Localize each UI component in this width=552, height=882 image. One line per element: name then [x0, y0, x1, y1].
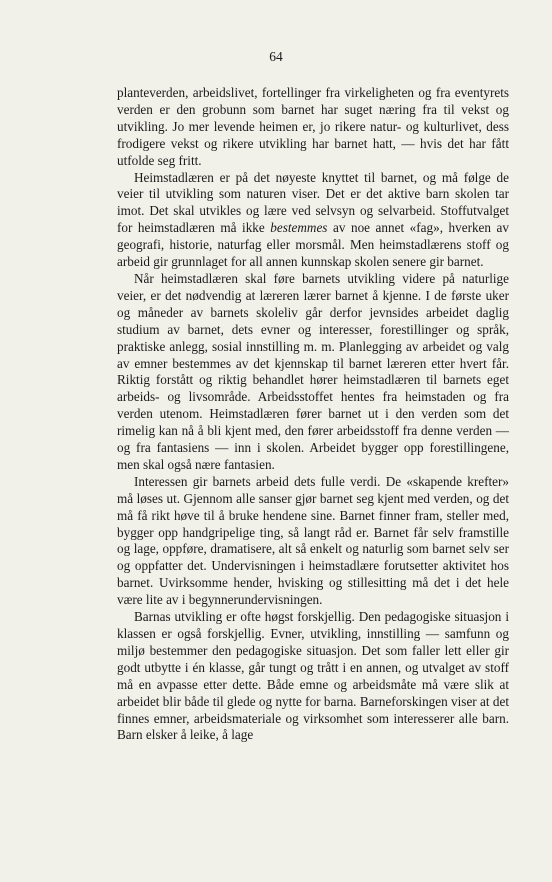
paragraph-continuation: planteverden, arbeidslivet, fortellinger fra virkeligheten og fra eventyrets verden er den grobunn som barnet har suget næring fra til vekst og utvikling. Jo mer levende heimen er, jo rikere natur- og kulturlivet, dess frodigere vekst og rikere utvikling har barnet hatt, — hvis det har fått utfolde seg fritt. [117, 85, 509, 168]
page-number: 64 [269, 49, 283, 64]
body-text [117, 85, 509, 744]
paragraph-interessen: Interessen gir barnets arbeid dets fulle verdi. De «skapende krefter» må løses ut. Gjennom alle sanser gjør barnet seg kjent med verden, og det må få rikt høve til å bruke hendene sine. Barnet finner fram, steller med, bygger opp handgripelige ting, så langt råd er. Barnet får selv framstille og lage, oppføre, dramatisere, alt så enkelt og naturlig som barnet selv ser og oppfatter det. Undervisningen i heimstadlære forutsetter aktivitet hos barnet. Uvirksomme hender, hvisking og stillesitting må det i det hele være lite av i begynnerundervisningen. [117, 473, 509, 608]
paragraph-heimstadlaeren [117, 170, 509, 271]
paragraph-text-after: av noe annet «fag», hverken av geografi, historie, naturfag eller morsmål. Men heimstadlærens stoff og arbeid gir grunnlaget for all annen kunnskap skolen senere gir barnet. [117, 220, 509, 270]
paragraph-text-before: Heimstadlæren er på det nøyeste knyttet til barnet, og må følge de veier til utvikling som naturen viser. Det er det aktive barn skolen tar imot. Det skal utvikles og lære ved selvsyn og selvarbeid. Stoffutvalget for heimstadlæren må ikke [117, 169, 509, 236]
paragraph-naturlige-veier: Når heimstadlæren skal føre barnets utvikling videre på naturlige veier, er det nødvendig at læreren lærer barnet å kjenne. I de første uker og måneder av barnets skoleliv går derfor jevnsides arbeidet daglig studium av barnet, dets evner og interesser, forestillinger og språk, praktiske anlegg, sosial innstilling m. m. Planlegging av arbeidet og valg av emner bestemmes av det kjennskap til barnet læreren etter hvert får. Riktig forstått og riktig behandlet hører heimstadlæren til barnets eget arbeids- og livsområde. Arbeidsstoffet hentes fra heimstaden og fra verden utenom. Heimstadlæren fører barnet ut i den verden som det rimelig kan nå å bli kjent med, den fører arbeidsstoff fra denne verden — og fra fantasiens — inn i skolen. Arbeidet bygger opp forestillingene, men skal også nære fantasien. [117, 270, 509, 472]
emphasized-word: bestemmes [270, 220, 328, 236]
paragraph-barnas-utvikling: Barnas utvikling er ofte høgst forskjellig. Den pedagogiske situasjon i klassen er også forskjellig. Evner, utvikling, innstilling — samfunn og miljø bestemmer den pedagogiske situasjon. Det som faller lett eller gir godt utbytte i én klasse, går tungt og trått i en annen, og utvalget av stoff må en avpasse etter dette. Både emne og arbeidsmåte må være slik at arbeidet blir både til glede og nytte for barna. Barneforskingen viser at det finnes emner, arbeidsmateriale og virksomhet som interesserer alle barn. Barn elsker å leike, å lage [117, 609, 509, 743]
